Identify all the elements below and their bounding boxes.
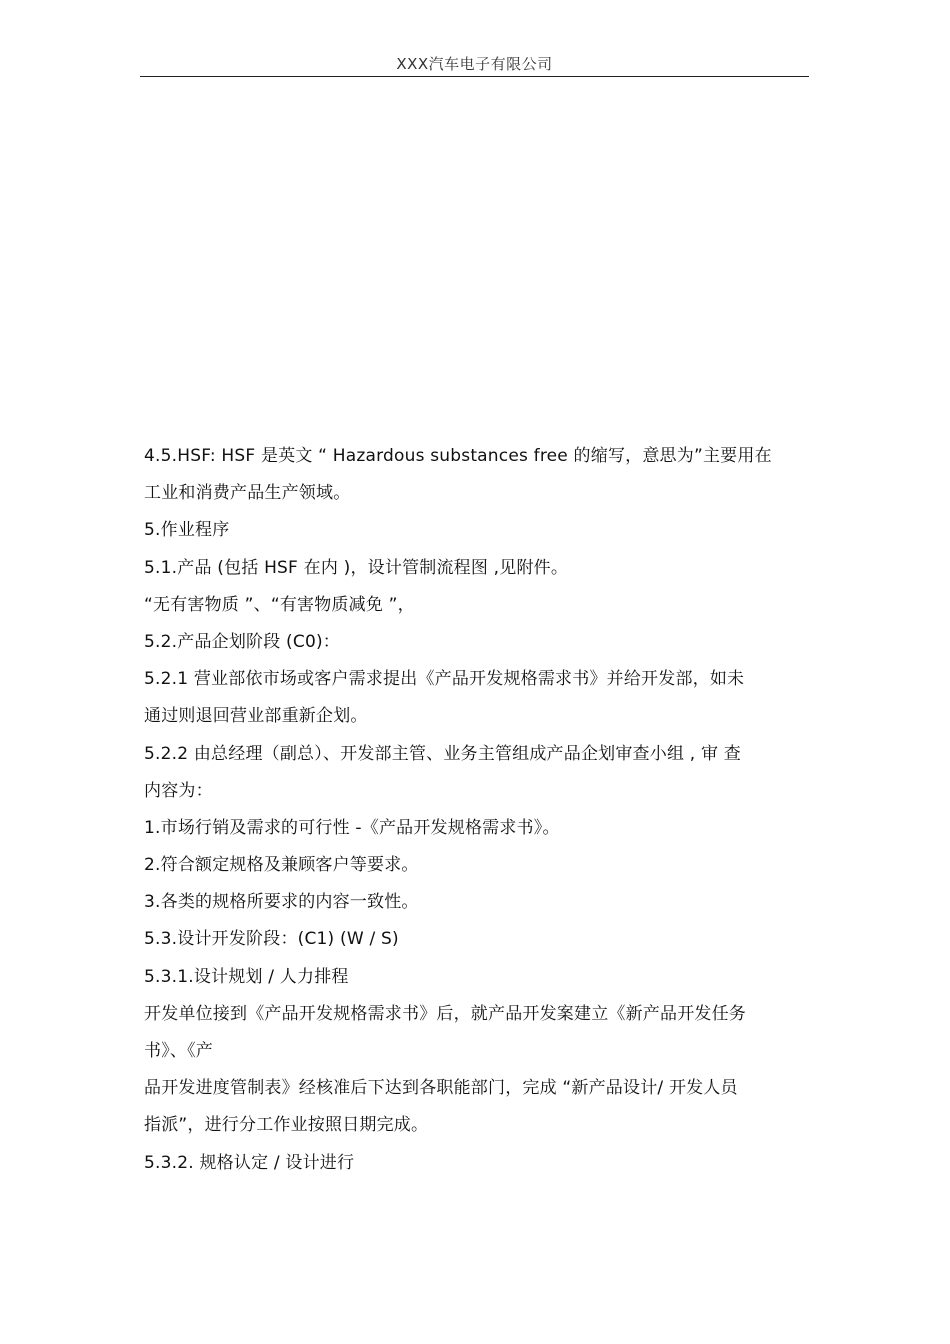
section-heading-5-2: 5.2.产品企划阶段 (C0)：: [144, 631, 340, 652]
company-name: XXX汽车电子有限公司: [396, 55, 553, 73]
section-heading-procedure: 5.作业程序: [144, 520, 230, 541]
text-line-5-2-2-cont: 内容为：: [144, 780, 213, 801]
list-item-2: 2.符合额定规格及兼顾客户等要求。: [144, 855, 419, 876]
text-line-5-3-1-c: 品开发进度管制表》经核准后下达到各职能部门，完成 “新产品设计/ 开发人员: [144, 1078, 738, 1099]
list-item-3: 3.各类的规格所要求的内容一致性。: [144, 892, 419, 913]
text-line-hazard-terms: “无有害物质 ”、“有害物质减免 ”，: [144, 594, 415, 615]
text-line-5-3-1-a: 开发单位接到《产品开发规格需求书》后，就产品开发案建立《新产品开发任务: [144, 1003, 746, 1024]
text-line-hsf-definition-cont: 工业和消费产品生产领域。: [144, 483, 351, 504]
text-line-5-2-1-cont: 通过则退回营业部重新企划。: [144, 706, 368, 727]
page-header: [140, 52, 809, 77]
text-line-5-2-2: 5.2.2 由总经理（副总）、开发部主管、业务主管组成产品企划审查小组 , 审 查: [144, 743, 741, 764]
text-line-5-3-1-b: 书》、《产: [144, 1041, 213, 1061]
text-line-5-1: 5.1.产品 (包括 HSF 在内 )，设计管制流程图 ,见附件。: [144, 557, 569, 578]
document-body: [144, 438, 816, 1182]
text-line-5-2-1: 5.2.1 营业部依市场或客户需求提出《产品开发规格需求书》并给开发部，如未: [144, 669, 745, 690]
section-heading-5-3-1: 5.3.1.设计规划 / 人力排程: [144, 966, 349, 987]
section-heading-5-3-2: 5.3.2. 规格认定 / 设计进行: [144, 1152, 355, 1173]
text-line-hsf-definition: 4.5.HSF: HSF 是英文 “ Hazardous substances free 的缩写，意思为”主要用在: [144, 446, 772, 466]
text-line-5-3-1-d: 指派”，进行分工作业按照日期完成。: [144, 1115, 429, 1136]
section-heading-5-3: 5.3.设计开发阶段：(C1) (W / S): [144, 929, 399, 950]
list-item-1: 1.市场行销及需求的可行性 -《产品开发规格需求书》。: [144, 817, 560, 838]
